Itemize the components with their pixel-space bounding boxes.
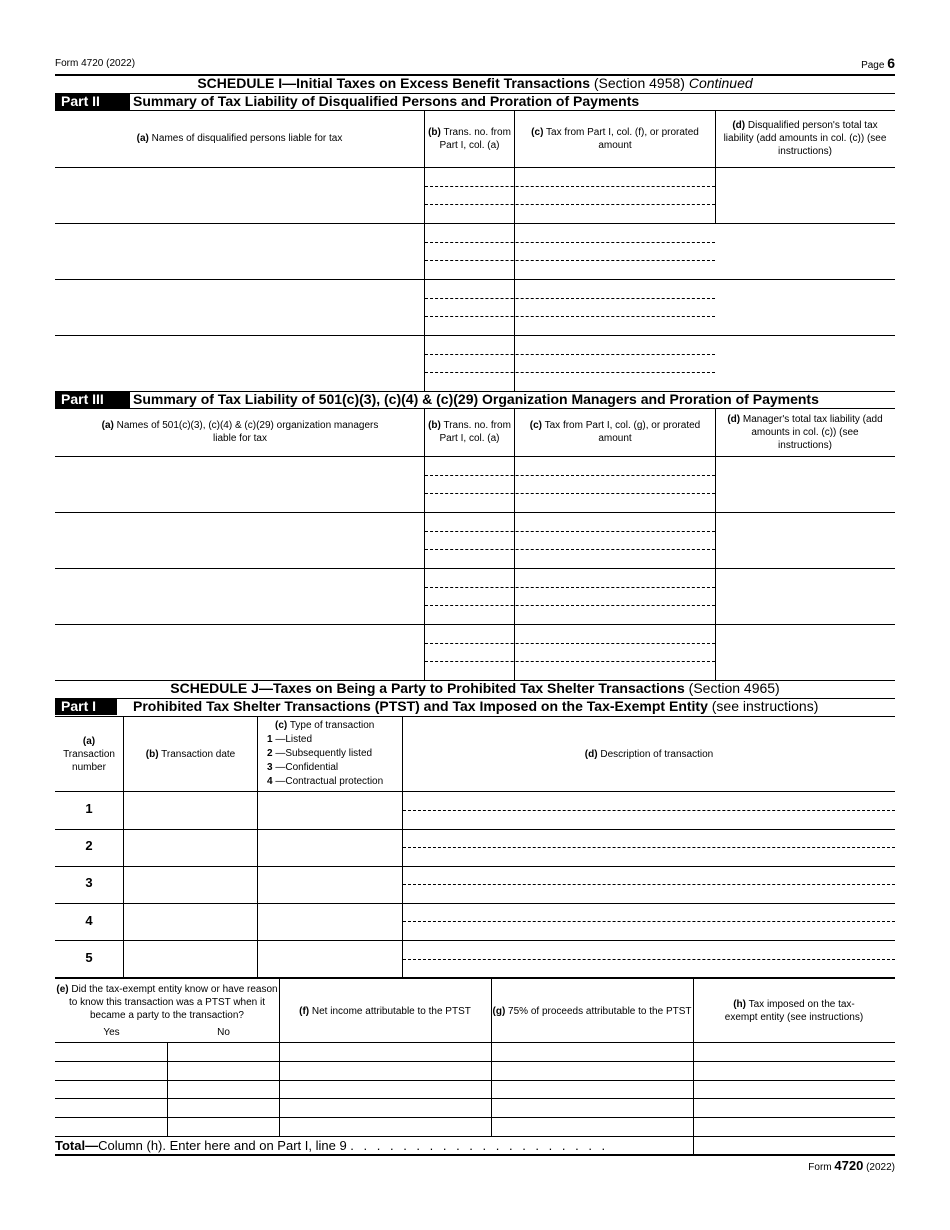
form-id-bottom: Form 4720 (2022) xyxy=(808,1158,895,1173)
part-i-col-c-header: (c) Type of transaction 1 —Listed 2 —Subsequently listed 3 —Confidential 4 —Contractual protection xyxy=(267,720,384,787)
entry-line[interactable] xyxy=(425,587,715,588)
col-divider xyxy=(715,110,716,223)
entry-line[interactable] xyxy=(403,959,895,960)
col-divider xyxy=(424,408,425,680)
part-ii-title: Summary of Tax Liability of Disqualified Persons and Proration of Payments xyxy=(133,93,640,109)
rule xyxy=(55,791,895,792)
type-option-4: 4 —Contractual protection xyxy=(267,776,384,787)
part-i-col-a-header: (a) Transaction number xyxy=(63,735,115,773)
part-i-col-e-header: (e) Did the tax-exempt entity know or have reason to know this transaction was a PTST when it became a party to the transaction? xyxy=(56,983,278,1021)
row-rule xyxy=(55,829,895,830)
row-rule xyxy=(55,940,895,941)
part-iii-col-a-header: (a) Names of 501(c)(3), (c)(4) & (c)(29) organization managers liable for tax xyxy=(101,420,379,444)
row-rule xyxy=(55,335,895,336)
part-ii-label: Part II xyxy=(55,93,130,110)
entry-line[interactable] xyxy=(403,921,895,922)
entry-line[interactable] xyxy=(425,298,715,299)
type-option-3: 3 —Confidential xyxy=(267,762,339,773)
row-number: 3 xyxy=(85,875,93,890)
schedule-i-title: SCHEDULE I—Initial Taxes on Excess Benefit Transactions (Section 4958) Continued xyxy=(197,75,753,91)
col-divider xyxy=(257,716,258,978)
entry-line[interactable] xyxy=(425,186,715,187)
col-divider xyxy=(424,110,425,391)
form-id-top: Form 4720 (2022) xyxy=(55,58,136,69)
part-iii-title: Summary of Tax Liability of 501(c)(3), (c)(4) & (c)(29) Organization Managers and Proration of Payments xyxy=(133,391,819,407)
row-rule[interactable] xyxy=(55,1098,895,1099)
entry-line[interactable] xyxy=(425,549,715,550)
entry-line[interactable] xyxy=(403,884,895,885)
part-ii-col-a-header: (a) Names of disqualified persons liable for tax xyxy=(136,133,343,144)
col-divider xyxy=(514,408,515,680)
entry-line[interactable] xyxy=(425,354,715,355)
type-option-2: 2 —Subsequently listed xyxy=(267,748,373,759)
entry-line[interactable] xyxy=(425,242,715,243)
part-i-title: Prohibited Tax Shelter Transactions (PTST) and Tax Imposed on the Tax-Exempt Entity (see instructions) xyxy=(133,698,819,714)
part-i-col-f-header: (f) Net income attributable to the PTST xyxy=(299,1005,471,1017)
part-ii-col-b-header: (b) Trans. no. from Part I, col. (a) xyxy=(428,126,511,151)
part-ii-col-c-header: (c) Tax from Part I, col. (f), or prorated amount xyxy=(531,126,699,151)
entry-line[interactable] xyxy=(425,475,715,476)
part-iii-col-c-header: (c) Tax from Part I, col. (g), or prorated amount xyxy=(529,420,701,444)
row-rule[interactable] xyxy=(55,1061,895,1062)
entry-line[interactable] xyxy=(425,661,715,662)
part-i-col-d-header: (d) Description of transaction xyxy=(584,748,714,760)
bottom-rule xyxy=(55,1154,895,1156)
row-rule xyxy=(55,624,895,625)
row-number: 1 xyxy=(85,801,93,816)
col-divider xyxy=(693,979,694,1155)
part-iii-label: Part III xyxy=(55,391,130,408)
part-i-col-g-header: (g) 75% of proceeds attributable to the PTST xyxy=(492,1005,692,1017)
type-option-1: 1 —Listed xyxy=(267,734,313,745)
row-rule xyxy=(55,279,895,280)
total-line-label: Total—Column (h). Enter here and on Part I, line 9 . . . . . . . . . . . . . . . . . . . . xyxy=(55,1138,609,1153)
col-e-no: No xyxy=(217,1026,230,1038)
row-number: 2 xyxy=(85,838,93,853)
entry-line[interactable] xyxy=(425,204,715,205)
part-iii-col-d-header: (d) Manager's total tax liability (add amounts in col. (c)) (see instructions) xyxy=(727,413,883,451)
row-rule xyxy=(55,903,895,904)
schedule-j-title: SCHEDULE J—Taxes on Being a Party to Prohibited Tax Shelter Transactions (Section 4965) xyxy=(170,680,780,696)
col-divider xyxy=(279,979,280,1136)
entry-line[interactable] xyxy=(425,493,715,494)
col-divider xyxy=(167,1042,168,1136)
row-number: 5 xyxy=(85,950,93,965)
entry-line[interactable] xyxy=(425,316,715,317)
row-rule xyxy=(55,223,895,224)
part-ii-col-d-header: (d) Disqualified person's total tax liability (add amounts in col. (c)) (see instructions) xyxy=(723,120,887,157)
row-rule xyxy=(55,1042,895,1043)
row-rule[interactable] xyxy=(55,1117,895,1118)
part-i-col-h-header: (h) Tax imposed on the tax-exempt entity (see instructions) xyxy=(724,999,864,1023)
row-rule xyxy=(55,512,895,513)
entry-line[interactable] xyxy=(425,531,715,532)
col-divider xyxy=(491,979,492,1136)
section-rule xyxy=(55,977,895,979)
entry-line[interactable] xyxy=(425,260,715,261)
entry-line[interactable] xyxy=(425,372,715,373)
entry-line[interactable] xyxy=(425,643,715,644)
col-divider xyxy=(715,408,716,680)
page-number: 6 xyxy=(887,55,895,71)
page-indicator xyxy=(861,55,895,71)
entry-line[interactable] xyxy=(403,810,895,811)
row-rule[interactable] xyxy=(55,1080,895,1081)
rule xyxy=(55,167,895,168)
entry-line[interactable] xyxy=(403,847,895,848)
page-label: Page xyxy=(861,60,885,71)
rule xyxy=(55,456,895,457)
col-divider xyxy=(514,110,515,391)
part-i-col-b-header: (b) Transaction date xyxy=(145,748,236,760)
row-number: 4 xyxy=(85,913,93,928)
row-rule xyxy=(55,866,895,867)
col-divider xyxy=(123,716,124,978)
col-e-yes: Yes xyxy=(103,1026,120,1038)
part-iii-col-b-header: (b) Trans. no. from Part I, col. (a) xyxy=(428,420,511,444)
entry-line[interactable] xyxy=(425,605,715,606)
total-input[interactable] xyxy=(694,1137,895,1154)
part-i-label: Part I xyxy=(55,698,117,715)
row-rule xyxy=(55,568,895,569)
